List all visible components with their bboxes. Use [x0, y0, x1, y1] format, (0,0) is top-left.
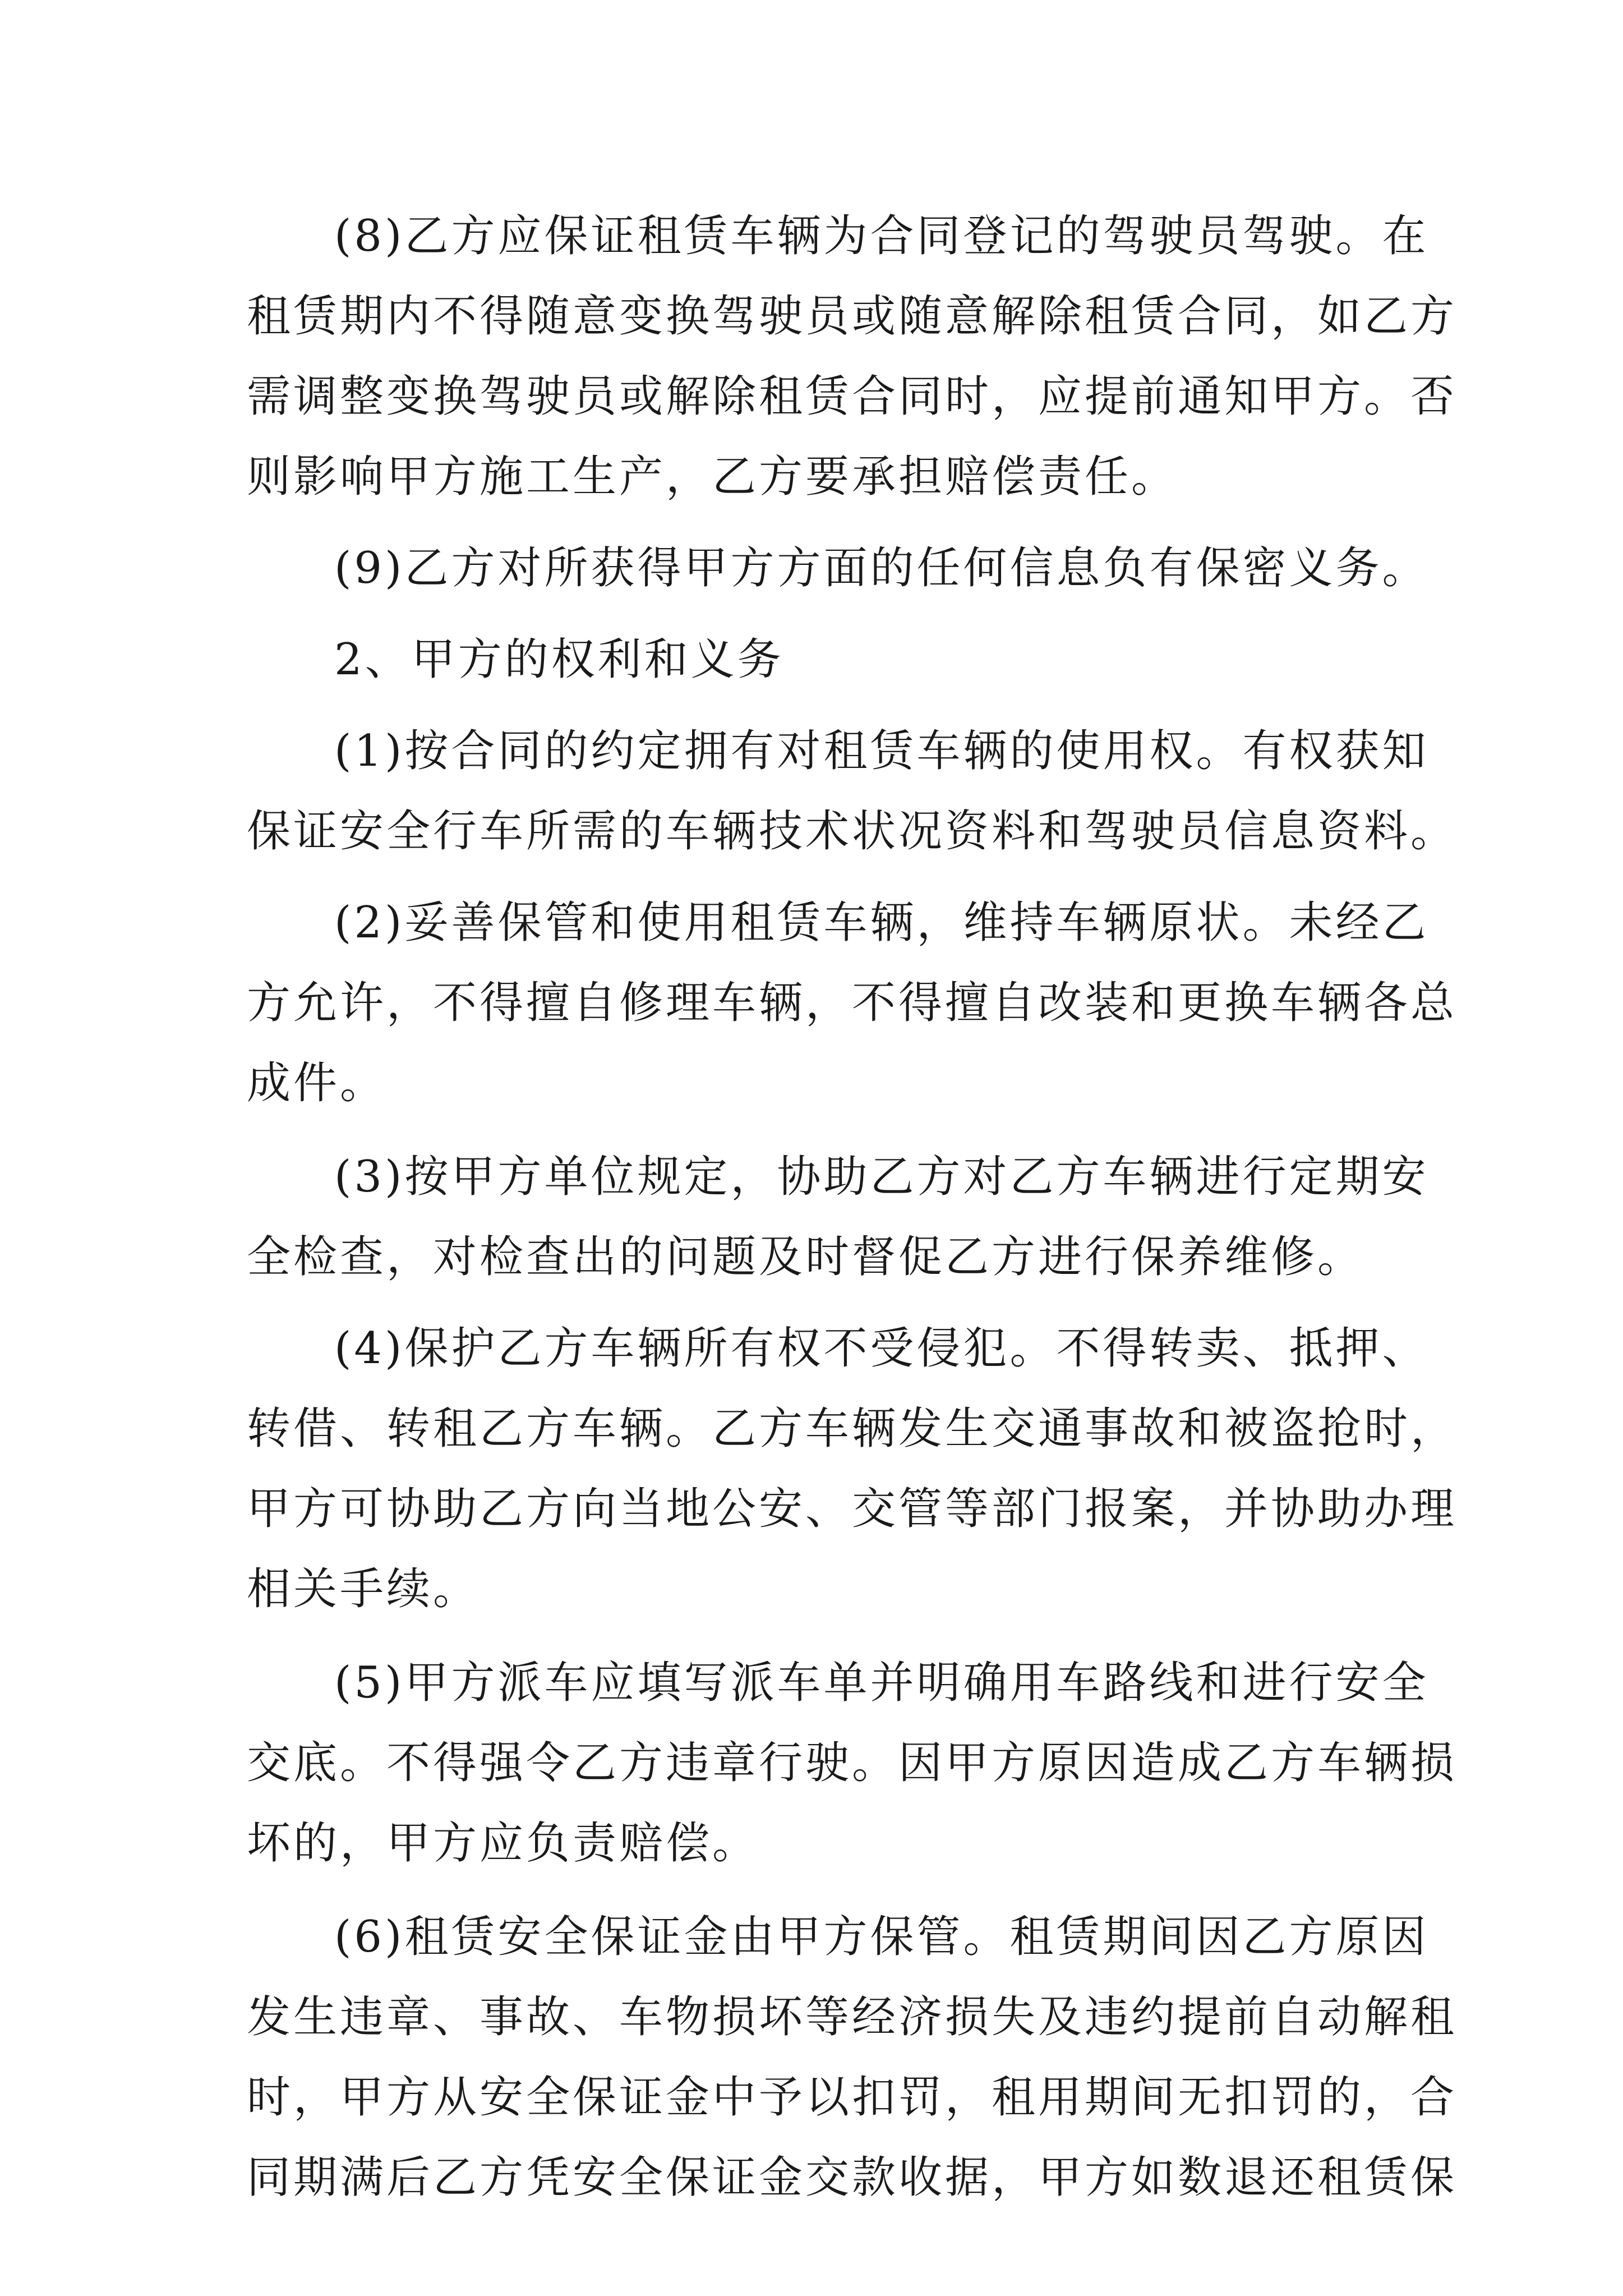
section-heading-party-a	[247, 620, 1396, 700]
paragraph-clause-9	[247, 528, 1429, 609]
paragraph-clause-3	[247, 1137, 1429, 1297]
text-line: 相关手续。	[247, 1564, 480, 1614]
text-line: 时，甲方从安全保证金中予以扣罚，租用期间无扣罚的，合	[247, 2072, 1458, 2123]
text-line: (1)按合同的约定拥有对租赁车辆的使用权。有权获知	[334, 726, 1429, 776]
paragraph-clause-8	[247, 196, 1458, 517]
text-line: 坏的，甲方应负责赔偿。	[247, 1818, 759, 1869]
text-line: (3)按甲方单位规定，协助乙方对乙方车辆进行定期安	[334, 1152, 1429, 1202]
paragraph-clause-2	[247, 883, 1458, 1124]
text-line: (8)乙方应保证租赁车辆为合同登记的驾驶员驾驶。在	[334, 211, 1429, 261]
text-line: 交底。不得强令乙方违章行驶。因甲方原因造成乙方车辆损	[247, 1738, 1458, 1788]
text-line: 同期满后乙方凭安全保证金交款收据，甲方如数退还租赁保	[247, 2152, 1458, 2203]
text-line: (6)租赁安全保证金由甲方保管。租赁期间因乙方原因	[334, 1912, 1429, 1962]
text-line: 转借、转租乙方车辆。乙方车辆发生交通事故和被盗抢时，	[247, 1404, 1458, 1454]
text-line: (2)妥善保管和使用租赁车辆，维持车辆原状。未经乙	[334, 898, 1429, 948]
text-line: 发生违章、事故、车物损坏等经济损失及违约提前自动解租	[247, 1992, 1458, 2042]
paragraph-clause-4	[247, 1309, 1458, 1630]
text-line: 方允许，不得擅自修理车辆，不得擅自改装和更换车辆各总	[247, 978, 1458, 1028]
paragraph-clause-5	[247, 1643, 1458, 1884]
paragraph-clause-1	[247, 711, 1458, 872]
paragraph-clause-6	[247, 1897, 1458, 2218]
text-line: 租赁期内不得随意变换驾驶员或随意解除租赁合同，如乙方	[247, 291, 1458, 342]
text-line: 甲方可协助乙方向当地公安、交管等部门报案，并协助办理	[247, 1484, 1458, 1534]
document-body	[247, 196, 1458, 2218]
text-line: (9)乙方对所获得甲方方面的任何信息负有保密义务。	[334, 543, 1429, 593]
text-line: 全检查，对检查出的问题及时督促乙方进行保养维修。	[247, 1232, 1364, 1282]
text-line: 2、甲方的权利和义务	[334, 634, 784, 685]
text-line: 则影响甲方施工生产，乙方要承担赔偿责任。	[247, 452, 1178, 502]
text-line: (4)保护乙方车辆所有权不受侵犯。不得转卖、抵押、	[334, 1323, 1429, 1374]
text-line: (5)甲方派车应填写派车单并明确用车路线和进行安全	[334, 1658, 1429, 1708]
text-line: 需调整变换驾驶员或解除租赁合同时，应提前通知甲方。否	[247, 371, 1458, 422]
text-line: 成件。	[247, 1058, 387, 1108]
text-line: 保证安全行车所需的车辆技术状况资料和驾驶员信息资料。	[247, 806, 1458, 857]
